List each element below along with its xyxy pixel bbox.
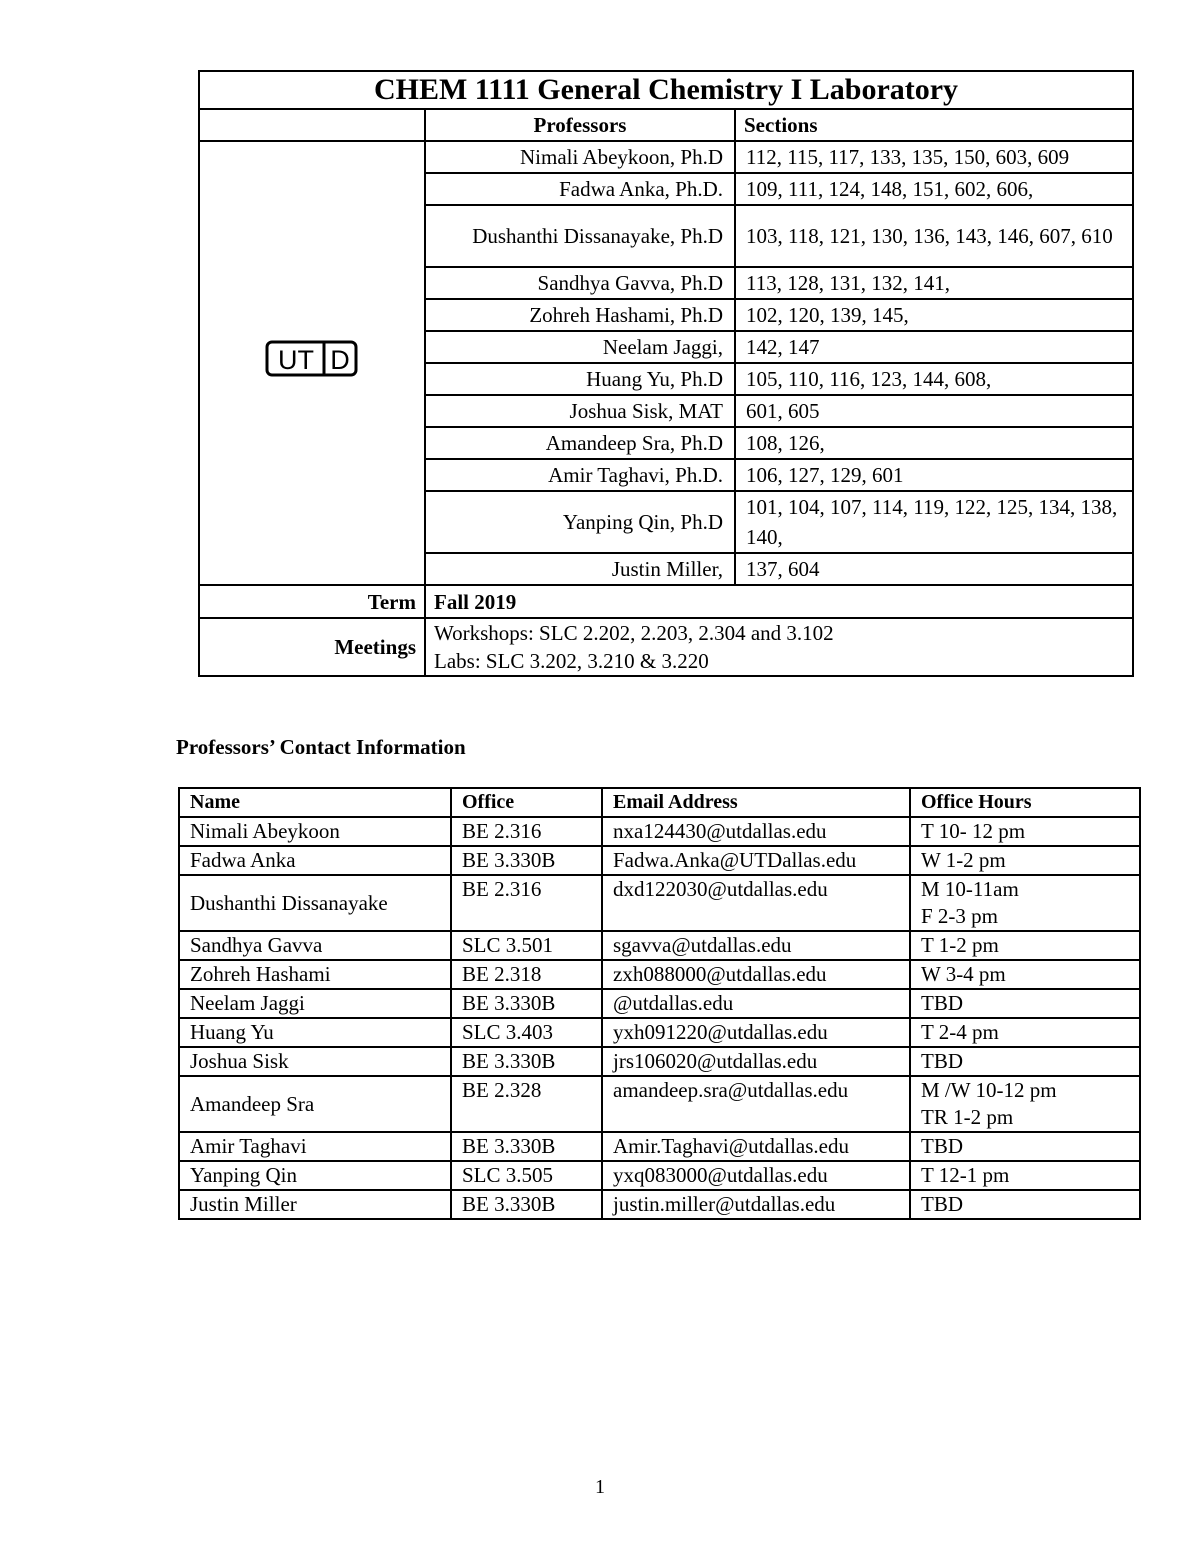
professor-sections: 103, 118, 121, 130, 136, 143, 146, 607, 610 [735,205,1133,267]
contact-row [179,846,1140,875]
course-header-blank [199,109,425,141]
term-value: Fall 2019 [425,585,1133,618]
contact-row [179,960,1140,989]
contact-name: Joshua Sisk [179,1047,451,1076]
professor-name: Fadwa Anka, Ph.D. [425,173,735,205]
contact-office: BE 3.330B [451,1047,602,1076]
contact-name: Nimali Abeykoon [179,817,451,846]
professor-name: Yanping Qin, Ph.D [425,491,735,553]
course-row [199,141,1133,173]
professor-name: Zohreh Hashami, Ph.D [425,299,735,331]
name-column-header: Name [179,788,451,817]
contact-office: BE 2.316 [451,875,602,931]
contact-hours: W 1-2 pm [910,846,1140,875]
professor-name: Amir Taghavi, Ph.D. [425,459,735,491]
contact-row [179,989,1140,1018]
contact-hours: T 12-1 pm [910,1161,1140,1190]
professor-name: Dushanthi Dissanayake, Ph.D [425,205,735,267]
professor-sections: 601, 605 [735,395,1133,427]
contact-office: SLC 3.403 [451,1018,602,1047]
contact-office: BE 3.330B [451,846,602,875]
contact-row [179,931,1140,960]
contact-name: Zohreh Hashami [179,960,451,989]
contact-name: Dushanthi Dissanayake [179,875,451,931]
contact-office: BE 3.330B [451,989,602,1018]
professor-sections: 142, 147 [735,331,1133,363]
contact-hours [910,875,1140,931]
contact-hours: TBD [910,1190,1140,1219]
contact-name: Amir Taghavi [179,1132,451,1161]
contact-hours-line: M 10-11am [921,877,1019,901]
professor-name: Neelam Jaggi, [425,331,735,363]
contact-hours [910,1076,1140,1132]
course-title: CHEM 1111 General Chemistry I Laboratory [199,71,1133,109]
professor-name: Amandeep Sra, Ph.D [425,427,735,459]
contact-name: Amandeep Sra [179,1076,451,1132]
utd-logo-right-text: D [330,345,350,375]
office-column-header: Office [451,788,602,817]
utd-logo-cell [199,141,425,585]
utd-logo-left-text: UT [278,345,314,375]
contact-hours: TBD [910,1132,1140,1161]
contact-email[interactable]: zxh088000@utdallas.edu [602,960,910,989]
page-number: 1 [595,1476,605,1498]
contact-email[interactable]: yxq083000@utdallas.edu [602,1161,910,1190]
contact-heading: Professors’ Contact Information [176,735,466,759]
term-label: Term [199,585,425,618]
contact-hours: T 10- 12 pm [910,817,1140,846]
contact-row [179,1018,1140,1047]
contact-email[interactable]: amandeep.sra@utdallas.edu [602,1076,910,1132]
professor-sections: 106, 127, 129, 601 [735,459,1133,491]
professor-sections: 108, 126, [735,427,1133,459]
contact-email[interactable]: @utdallas.edu [602,989,910,1018]
professor-name: Justin Miller, [425,553,735,585]
professor-name: Nimali Abeykoon, Ph.D [425,141,735,173]
course-table [198,70,1134,677]
contact-email[interactable]: yxh091220@utdallas.edu [602,1018,910,1047]
contact-row [179,1076,1140,1132]
contact-row [179,1047,1140,1076]
professor-name: Joshua Sisk, MAT [425,395,735,427]
contact-email[interactable]: justin.miller@utdallas.edu [602,1190,910,1219]
contact-office: SLC 3.505 [451,1161,602,1190]
meetings-value [425,618,1133,676]
contact-hours-line: TR 1-2 pm [921,1105,1014,1129]
contact-office: SLC 3.501 [451,931,602,960]
meetings-workshops: Workshops: SLC 2.202, 2.203, 2.304 and 3.102 [434,621,834,645]
contact-name: Justin Miller [179,1190,451,1219]
contact-office: BE 2.316 [451,817,602,846]
utd-logo [265,340,359,386]
contact-email[interactable]: Fadwa.Anka@UTDallas.edu [602,846,910,875]
contact-name: Yanping Qin [179,1161,451,1190]
professor-name: Sandhya Gavva, Ph.D [425,267,735,299]
contact-hours: T 2-4 pm [910,1018,1140,1047]
meetings-labs: Labs: SLC 3.202, 3.210 & 3.220 [434,649,709,673]
contact-row [179,1132,1140,1161]
contact-name: Neelam Jaggi [179,989,451,1018]
contact-email[interactable]: nxa124430@utdallas.edu [602,817,910,846]
contact-email[interactable]: Amir.Taghavi@utdallas.edu [602,1132,910,1161]
contact-hours-line: M /W 10-12 pm [921,1078,1057,1102]
professor-name: Huang Yu, Ph.D [425,363,735,395]
contact-hours: TBD [910,989,1140,1018]
contact-row [179,875,1140,931]
contact-name: Sandhya Gavva [179,931,451,960]
meetings-label: Meetings [199,618,425,676]
contact-row [179,1161,1140,1190]
hours-column-header: Office Hours [910,788,1140,817]
contact-email[interactable]: sgavva@utdallas.edu [602,931,910,960]
sections-header: Sections [735,109,1133,141]
contact-row [179,817,1140,846]
contact-office: BE 3.330B [451,1132,602,1161]
contact-hours: W 3-4 pm [910,960,1140,989]
contact-email[interactable]: jrs106020@utdallas.edu [602,1047,910,1076]
contact-office: BE 2.328 [451,1076,602,1132]
contact-office: BE 3.330B [451,1190,602,1219]
contact-name: Huang Yu [179,1018,451,1047]
contact-email[interactable]: dxd122030@utdallas.edu [602,875,910,931]
contact-table [178,787,1141,1220]
professor-sections: 105, 110, 116, 123, 144, 608, [735,363,1133,395]
contact-hours: TBD [910,1047,1140,1076]
email-column-header: Email Address [602,788,910,817]
professor-sections: 109, 111, 124, 148, 151, 602, 606, [735,173,1133,205]
professor-sections: 112, 115, 117, 133, 135, 150, 603, 609 [735,141,1133,173]
contact-row [179,1190,1140,1219]
contact-hours-line: F 2-3 pm [921,904,999,928]
professor-sections: 137, 604 [735,553,1133,585]
contact-office: BE 2.318 [451,960,602,989]
contact-name: Fadwa Anka [179,846,451,875]
contact-hours: T 1-2 pm [910,931,1140,960]
professor-sections: 102, 120, 139, 145, [735,299,1133,331]
professor-sections: 101, 104, 107, 114, 119, 122, 125, 134, 138, 140, [735,491,1133,553]
professors-header: Professors [425,109,735,141]
professor-sections: 113, 128, 131, 132, 141, [735,267,1133,299]
